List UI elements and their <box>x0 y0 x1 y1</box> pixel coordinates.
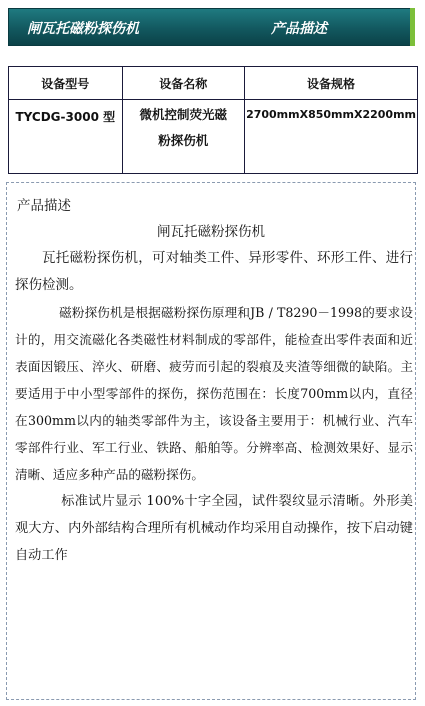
cell-spec: 2700mmX850mmX2200mm <box>245 100 418 174</box>
cell-model: TYCDG-3000 型 <box>9 100 123 174</box>
banner-accent-bar <box>410 8 415 46</box>
cell-name-line1: 微机控制荧光磁 <box>139 107 228 122</box>
spec-table-row <box>9 100 418 174</box>
header-model: 设备型号 <box>9 67 123 100</box>
description-heading: 产品描述 <box>17 198 71 214</box>
banner-title: 闸瓦托磁粉探伤机 <box>27 21 139 37</box>
description-paragraph-2: 磁粉探伤机是根据磁粉探伤原理和JB / T8290－1998的要求设计的，用交流磁化各类磁性材料制成的零部件，能检查出零件表面和近表面因锻压、淬火、研磨、疲劳而引起的裂痕及夹渣等细微的缺陷。主要适用于中小型零部件的探伤，探伤范围在：长度700mm以内，直径在300mm以内的轴类零部件为主，该设备主要用于：机械行业、汽车零部件行业、军工行业、铁路、船舶等。分辨率高、检测效果好、显示清晰、适应多种产品的磁粉探伤。 <box>15 305 413 482</box>
spec-table <box>8 66 418 174</box>
description-subtitle: 闸瓦托磁粉探伤机 <box>157 224 265 240</box>
header-banner <box>8 8 412 46</box>
description-paragraph-3: 标准试片显示 100%十字全园，试件裂纹显示清晰。外形美观大方、内外部结构合理所有机械动作均采用自动操作，按下启动键自动工作 <box>15 494 413 563</box>
banner-section-label: 产品描述 <box>271 21 327 37</box>
cell-name <box>122 100 245 174</box>
header-name: 设备名称 <box>122 67 245 100</box>
spec-table-header-row <box>9 67 418 100</box>
description-body <box>15 245 413 569</box>
description-box <box>6 182 416 700</box>
description-paragraph-1: 瓦托磁粉探伤机，可对轴类工件、异形零件、环形工件、进行探伤检测。 <box>15 250 413 293</box>
header-spec: 设备规格 <box>245 67 418 100</box>
cell-name-line2: 粉探伤机 <box>158 133 209 148</box>
